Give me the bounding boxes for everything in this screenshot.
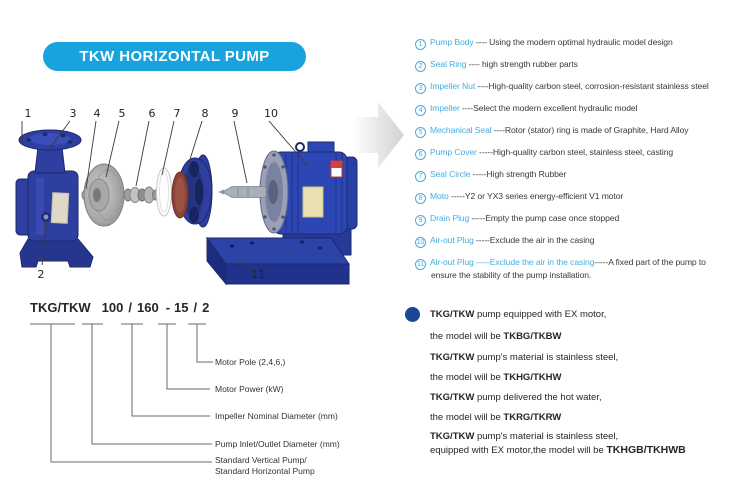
- note-model-code: TKHG/TKHW: [503, 372, 562, 383]
- note-model-code: TKRG/TKRW: [503, 412, 562, 423]
- part-desc: ---- high strength rubber parts: [466, 59, 578, 69]
- part-name: Air-out Plug: [430, 235, 474, 245]
- note-line: [430, 352, 756, 363]
- note-line: [430, 309, 756, 320]
- part-label-8: 8: [201, 107, 209, 120]
- item-number-badge: 8: [415, 193, 426, 204]
- note-line: [430, 412, 756, 423]
- list-item: [415, 81, 756, 94]
- base-plate-shape: [207, 238, 349, 284]
- note-line: [430, 392, 756, 403]
- part-label-1: 1: [24, 107, 32, 120]
- item-number-badge: 7: [415, 171, 426, 182]
- model-token: /: [193, 300, 198, 315]
- note-line: [430, 372, 756, 383]
- part-name: Seal Ring: [430, 59, 467, 69]
- part-name: Seal Circle: [430, 169, 471, 179]
- list-item: [415, 213, 756, 226]
- list-item: [415, 191, 756, 204]
- part-label-3: 3: [69, 107, 77, 120]
- model-code-lines: [20, 295, 220, 480]
- part-name: Moto: [430, 191, 449, 201]
- list-item: [415, 125, 756, 138]
- model-label-pump-type: [215, 455, 315, 477]
- list-item: [415, 103, 756, 116]
- bullet-icon: [405, 307, 420, 322]
- model-label-vertical: Standard Vertical Pump/: [215, 455, 307, 465]
- model-token: 2: [202, 300, 210, 315]
- item-number-badge: 4: [415, 105, 426, 116]
- model-token: -: [165, 300, 171, 315]
- note-text: the model will be: [430, 372, 504, 383]
- part-label-4: 4: [93, 107, 101, 120]
- pump-body-shape: [16, 130, 93, 267]
- note-text: pump equipped with EX motor,: [474, 309, 607, 320]
- part-desc: -----Exclude the air in the casing: [473, 235, 595, 245]
- note-line: [430, 331, 756, 342]
- part-name: Mechanical Seal: [430, 125, 492, 135]
- part-label-5: 5: [118, 107, 126, 120]
- model-label-motor-power: Motor Power (kW): [215, 384, 284, 394]
- item-number-badge: 10: [416, 239, 425, 246]
- part-desc-blue: -----Exclude the air in the casing: [473, 257, 595, 267]
- part-label-11: 11: [251, 268, 265, 281]
- part-desc: ---- Using the modern optimal hydraulic model design: [473, 37, 673, 47]
- part-desc: -----High-quality carbon steel, stainless steel, casting: [476, 147, 674, 157]
- note-text: pump's material is stainless steel,: [474, 352, 619, 363]
- item-number-badge: 11: [416, 261, 425, 268]
- note-brand: TKG/TKW: [430, 309, 475, 320]
- note-model-code: TKBG/TKBW: [503, 331, 562, 342]
- item-number-badge: 9: [415, 215, 426, 226]
- shaft-shape: [218, 187, 266, 198]
- note-line: [430, 431, 756, 442]
- seal-circle-shape: [157, 168, 172, 216]
- model-token: 160: [136, 300, 159, 315]
- part-name: Pump Body: [430, 37, 474, 47]
- part-desc: -----Empty the pump case once stopped: [469, 213, 620, 223]
- note-brand: TKG/TKW: [430, 352, 475, 363]
- part-name: Drain Plug: [430, 213, 470, 223]
- part-label-9: 9: [231, 107, 239, 120]
- note-line: [430, 445, 756, 456]
- part-name: Impeller: [430, 103, 460, 113]
- note-text: pump delivered the hot water,: [474, 392, 602, 403]
- list-item: [415, 59, 756, 72]
- item-number-badge: 5: [415, 127, 426, 138]
- note-model-code: TKHGB/TKHWB: [606, 444, 686, 456]
- part-name: Pump Cover: [430, 147, 477, 157]
- model-variants-notes: [430, 309, 756, 456]
- part-desc: ----Rotor (stator) ring is made of Graphite, Hard Alloy: [491, 125, 689, 135]
- part-desc: ----High-quality carbon steel, corrosion-resistant stainless steel: [475, 81, 709, 91]
- part-desc: -----High strength Rubber: [470, 169, 567, 179]
- right-arrow-icon: [352, 102, 404, 168]
- part-name: Impeller Nut: [430, 81, 476, 91]
- model-label-horizontal: Standard Horizontal Pump: [215, 466, 315, 476]
- model-token: 15: [174, 300, 189, 315]
- pump-exploded-diagram: [0, 95, 410, 295]
- part-label-10: 10: [264, 107, 278, 120]
- part-label-7: 7: [173, 107, 181, 120]
- pump-cover-shape: [172, 155, 212, 227]
- parts-legend: [415, 37, 756, 290]
- part-desc-line2: ensure the stability of the pump installation.: [431, 270, 592, 280]
- part-desc: -----A fixed part of the pump to: [594, 257, 706, 267]
- list-item: [415, 147, 756, 160]
- part-desc: -----Y2 or YX3 series energy-efficient V1 motor: [448, 191, 624, 201]
- model-token: /: [128, 300, 132, 315]
- model-label-impeller-diameter: Impeller Nominal Diameter (mm): [215, 411, 338, 421]
- model-token: 100: [101, 300, 124, 315]
- item-number-badge: 2: [415, 61, 426, 72]
- model-label-inlet-outlet: Pump Inlet/Outlet Diameter (mm): [215, 439, 340, 449]
- item-number-badge: 1: [415, 39, 426, 50]
- note-text: the model will be: [430, 331, 504, 342]
- mechanical-seal-shape: [124, 187, 160, 203]
- list-item: [415, 257, 756, 281]
- item-number-badge: 6: [415, 149, 426, 160]
- note-text: equipped with EX motor,the model will be: [430, 445, 607, 456]
- part-label-2: 2: [37, 268, 45, 281]
- note-brand: TKG/TKW: [430, 392, 475, 403]
- page-title: TKW HORIZONTAL PUMP: [43, 42, 306, 71]
- part-name: Air-out Plug: [430, 257, 474, 267]
- list-item: [415, 169, 756, 182]
- list-item: [415, 235, 756, 248]
- note-text: the model will be: [430, 412, 504, 423]
- note-brand: TKG/TKW: [430, 431, 475, 442]
- model-token: TKG/TKW: [30, 300, 91, 315]
- model-label-motor-pole: Motor Pole (2,4,6,): [215, 357, 286, 367]
- part-label-6: 6: [148, 107, 156, 120]
- list-item: [415, 37, 756, 50]
- part-desc: ----Select the modern excellent hydraulic model: [459, 103, 638, 113]
- item-number-badge: 3: [415, 83, 426, 94]
- impeller-shape: [84, 164, 124, 226]
- note-text: pump's material is stainless steel,: [474, 431, 619, 442]
